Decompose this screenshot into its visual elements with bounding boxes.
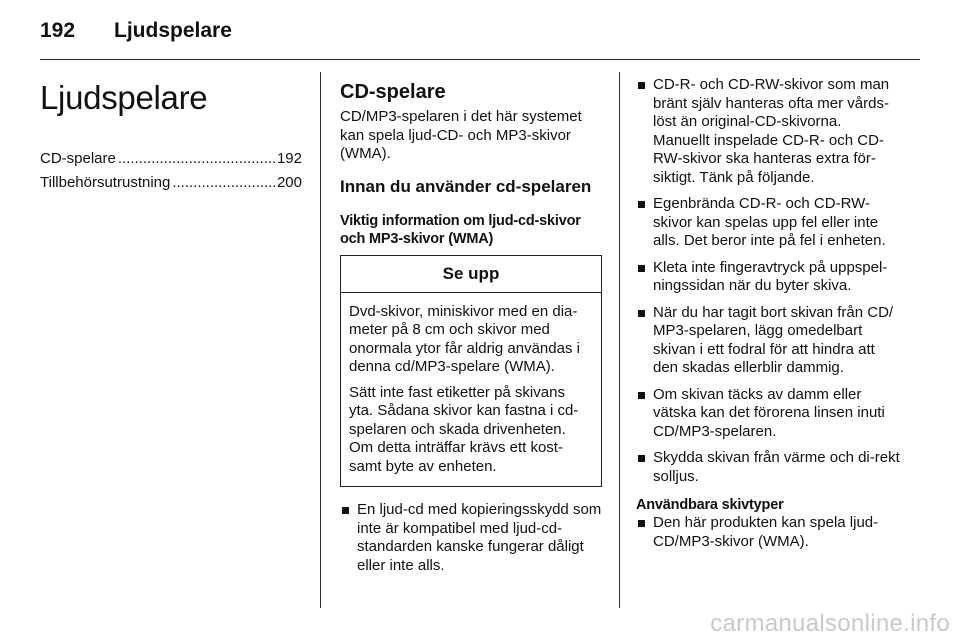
chapter-title: Ljudspelare <box>40 79 208 116</box>
warning-title: Se upp <box>341 256 601 293</box>
toc-leader-dots <box>118 150 275 167</box>
warning-body <box>341 293 601 487</box>
bullet-item: En ljud-cd med kopieringsskydd som inte är kompatibel med ljud-cd-standarden kanske fungerar dåligt eller inte alls. <box>340 501 602 575</box>
toc-label: CD-spelare <box>40 150 116 167</box>
toc-page: 200 <box>276 174 302 191</box>
column-3 <box>636 72 901 559</box>
toc-entry[interactable] <box>40 150 302 174</box>
subheading: Innan du använder cd-spelaren <box>340 176 592 196</box>
bullet-item: Kleta inte fingeravtryck på uppspel-ningssidan när du byter skiva. <box>636 259 901 296</box>
running-title: Ljudspelare <box>114 19 232 42</box>
page-number: 192 <box>40 19 76 42</box>
bullet-item: CD-R- och CD-RW-skivor som man bränt själv hanteras ofta mer vårds-löst än original-CD-skivorna. Manuellt inspelade CD-R- och CD-RW-skivor ska hanteras extra för-siktigt. Tänk på följande. <box>636 76 901 187</box>
section-title: CD-spelare <box>340 81 446 103</box>
column-2 <box>340 72 602 583</box>
bullet-list <box>636 76 901 486</box>
warning-box <box>340 255 602 488</box>
intro-paragraph: CD/MP3-spelaren i det här systemet kan spela ljud-CD- och MP3-skivor (WMA). <box>340 108 582 162</box>
bullet-list <box>636 514 901 551</box>
toc-page: 192 <box>276 150 302 167</box>
header-rule <box>40 59 920 60</box>
bullet-item: Skydda skivan från värme och di-rekt solljus. <box>636 449 901 486</box>
watermark: carmanualsonline.info <box>710 610 950 637</box>
bullet-item: När du har tagit bort skivan från CD/ MP3-spelaren, lägg omedelbart skivan i ett fodral för att hindra att den skadas ellerblir dammig. <box>636 304 901 378</box>
toc-entry[interactable] <box>40 174 302 198</box>
column-divider <box>619 72 620 608</box>
bullet-item: Egenbrända CD-R- och CD-RW-skivor kan spelas upp fel eller inte alls. Det beror inte på fel i enheten. <box>636 195 901 251</box>
page-header <box>40 14 232 48</box>
bullet-item: Om skivan täcks av damm eller vätska kan det förorena linsen inuti CD/MP3-spelaren. <box>636 386 901 442</box>
small-heading: Viktig information om ljud-cd-skivor och MP3-skivor (WMA) <box>340 212 581 247</box>
toc-leader-dots <box>172 174 275 191</box>
toc-label: Tillbehörsutrustning <box>40 174 171 191</box>
table-of-contents <box>40 150 302 198</box>
warning-paragraph: Dvd-skivor, miniskivor med en dia-meter på 8 cm och skivor med onormala ytor får aldrig användas i denna cd/MP3-spelare (WMA). <box>349 302 580 375</box>
bullet-item: Den här produkten kan spela ljud-CD/MP3-skivor (WMA). <box>636 514 901 551</box>
warning-paragraph: Sätt inte fast etiketter på skivans yta. Sådana skivor kan fastna i cd-spelaren och skada drivenheten. Om detta inträffar krävs ett kost-samt byte av enheten. <box>349 383 579 475</box>
column-1 <box>40 72 302 198</box>
small-heading: Användbara skivtyper <box>636 497 784 513</box>
bullet-list <box>340 501 602 575</box>
column-divider <box>320 72 321 608</box>
